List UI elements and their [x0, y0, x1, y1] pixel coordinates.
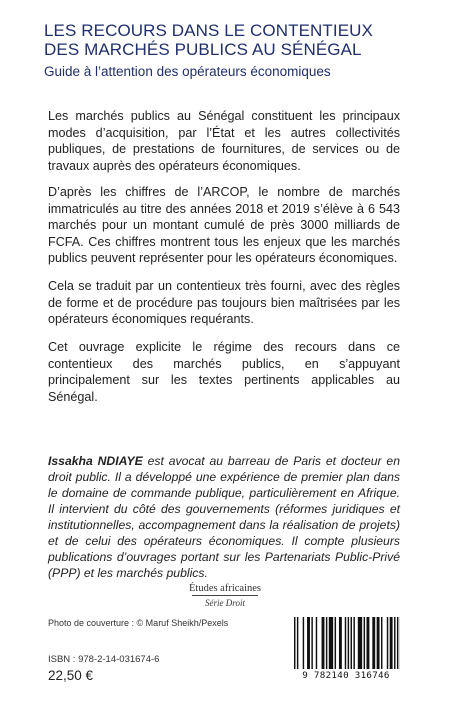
barcode-bar — [297, 617, 298, 669]
barcode-bar — [377, 617, 380, 669]
barcode-bar — [339, 617, 342, 669]
barcode-bar — [348, 617, 349, 669]
barcode-bar — [326, 617, 327, 669]
barcode-bar — [372, 617, 375, 669]
barcode-bar — [335, 617, 336, 669]
barcode-bar — [316, 617, 317, 669]
photo-credit: Photo de couverture : © Maruf Sheikh/Pexels — [48, 618, 229, 628]
barcode-bar — [294, 617, 295, 669]
barcode-bar — [394, 617, 395, 669]
summary-paragraph-4: Cet ouvrage explicite le régime des recours dans ce contentieux des marchés publics, en s’appuyant principalement sur les textes pertinents applicables au Sénégal. — [48, 340, 400, 404]
barcode-bar — [311, 617, 312, 669]
author-bio — [48, 453, 400, 581]
series-logo — [160, 583, 290, 608]
barcode-bar — [329, 617, 333, 669]
book-title-line-2: DES MARCHÉS PUBLICS AU SÉNÉGAL — [44, 40, 362, 59]
barcode-bar — [358, 617, 362, 669]
series-name: Études africaines — [188, 583, 261, 594]
book-subtitle: Guide à l’attention des opérateurs économiques — [44, 64, 331, 79]
barcode-bar — [322, 617, 325, 669]
barcode-bar — [351, 617, 352, 669]
barcode-bar — [381, 617, 382, 669]
barcode-bar — [397, 617, 398, 669]
author-bio-text: est avocat au barreau de Paris et docteur en droit public. Il a développé une expérience de premier plan dans le domaine de commande publique, particulièrement en Afrique. Il intervient du côté des gouvernements (réformes juridiques et institutionnelles, accompagnement dans la réalisation de projets) et de celui des opérateurs économiques. Il compte plusieurs publications d’ouvrages portant sur les Partenariats Public-Privé (PPP) et les marchés publics. — [48, 454, 400, 580]
barcode-bar — [390, 617, 393, 669]
price: 22,50 € — [48, 668, 94, 683]
summary-paragraph-3: Cela se traduit par un contentieux très fourni, avec des règles de forme et de procédure pas toujours bien maîtrisées par les opérateurs économiques requérants. — [48, 279, 400, 327]
barcode — [282, 612, 410, 686]
author-name: Issakha NDIAYE — [48, 454, 143, 468]
summary-paragraph-2: D’après les chiffres de l’ARCOP, le nombre de marchés immatriculés au titre des années 2018 et 2019 s’élève à 6 543 marchés pour un montant cumulé de près 3000 milliards de FCFA. Ces chiffres montrent tous les enjeux que les marchés publics peuvent représenter pour les opérateurs économiques. — [48, 185, 400, 266]
barcode-bar — [387, 617, 388, 669]
barcode-bar — [345, 617, 346, 669]
book-title-line-1: LES RECOURS DANS LE CONTENTIEUX — [44, 21, 373, 40]
series-divider — [192, 595, 258, 596]
barcode-bars — [292, 617, 400, 669]
book-title — [44, 21, 424, 59]
barcode-bar — [353, 617, 354, 669]
barcode-bar — [303, 617, 304, 669]
series-subtitle: Série Droit — [205, 598, 245, 608]
barcode-bar — [364, 617, 365, 669]
barcode-digits: 9 782140 316746 — [302, 670, 390, 681]
barcode-bar — [307, 617, 310, 669]
summary-paragraph-1: Les marchés publics au Sénégal constituent les principaux modes d’acquisition, par l’État et les autres collectivités publiques, de prestations de fournitures, de services ou de travaux auprès des opérateurs économiques. — [48, 109, 400, 173]
isbn: ISBN : 978-2-14-031674-6 — [48, 654, 160, 665]
barcode-bar — [367, 617, 370, 669]
